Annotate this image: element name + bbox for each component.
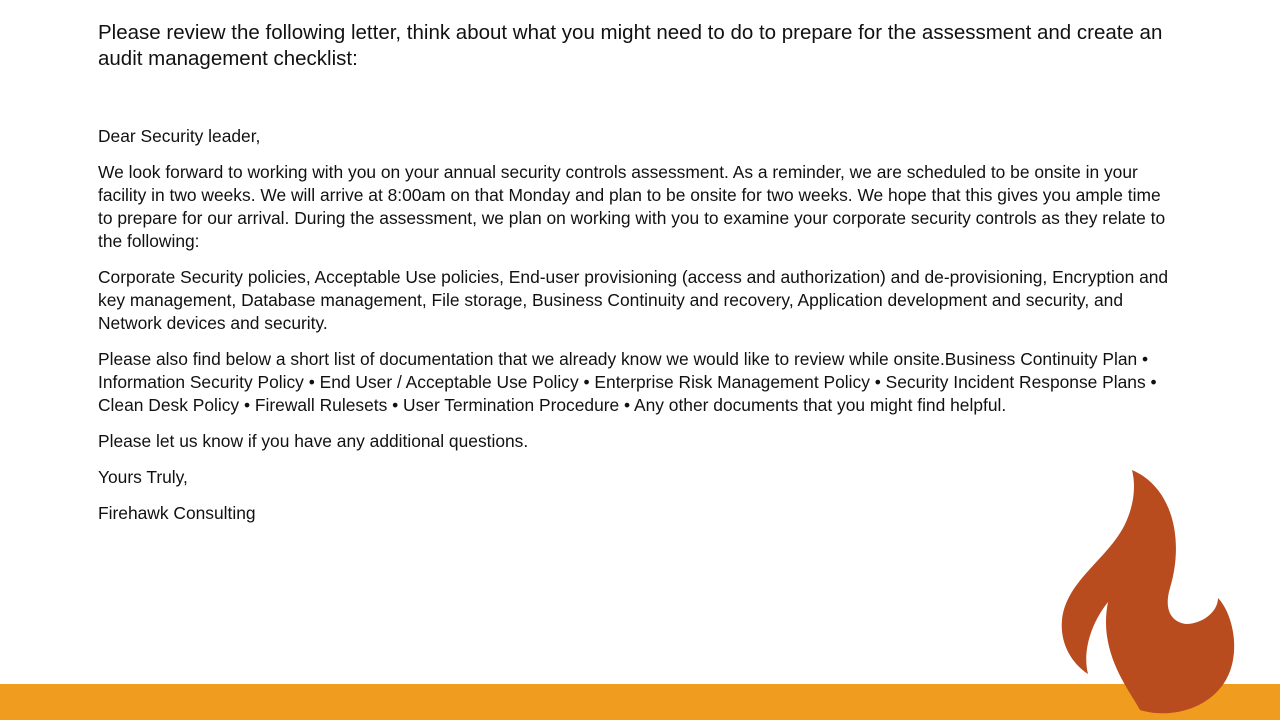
letter-greeting: Dear Security leader, (98, 126, 261, 146)
slide-heading: Please review the following letter, think about what you might need to do to prepare for the assessment and create an audit management checklist: (98, 21, 1163, 70)
letter-closing: Yours Truly, (98, 467, 188, 487)
letter-paragraph-intro: We look forward to working with you on your annual security controls assessment. As a reminder, we are scheduled to be onsite in your facility in two weeks. We will arrive at 8:00am on that Monday and plan to be onsite for two weeks. We hope that this gives you ample time to prepare for our arrival. During the assessment, we plan on working with you to examine your corporate security controls as they relate to the following: (98, 162, 1166, 251)
letter-paragraph-questions: Please let us know if you have any additional questions. (98, 431, 529, 451)
letter-paragraph-controls: Corporate Security policies, Acceptable Use policies, End-user provisioning (access and authorization) and de-provisioning, Encryption and key management, Database management, File storage, Business Continuity and recovery, Application development and security, and Network devices and security. (98, 267, 1169, 333)
flame-icon (1052, 462, 1238, 720)
letter-paragraph-documentation: Please also find below a short list of documentation that we already know we would like to review while onsite.Business Continuity Plan • Information Security Policy • End User / Acceptable Use Policy • Enterprise Risk Management Policy • Security Incident Response Plans • Clean Desk Policy • Firewall Rulesets • User Termination Procedure • Any other documents that you might find helpful. (98, 349, 1157, 415)
letter-body (98, 125, 1173, 538)
flame-shape (1062, 470, 1234, 713)
letter-signature: Firehawk Consulting (98, 503, 256, 523)
